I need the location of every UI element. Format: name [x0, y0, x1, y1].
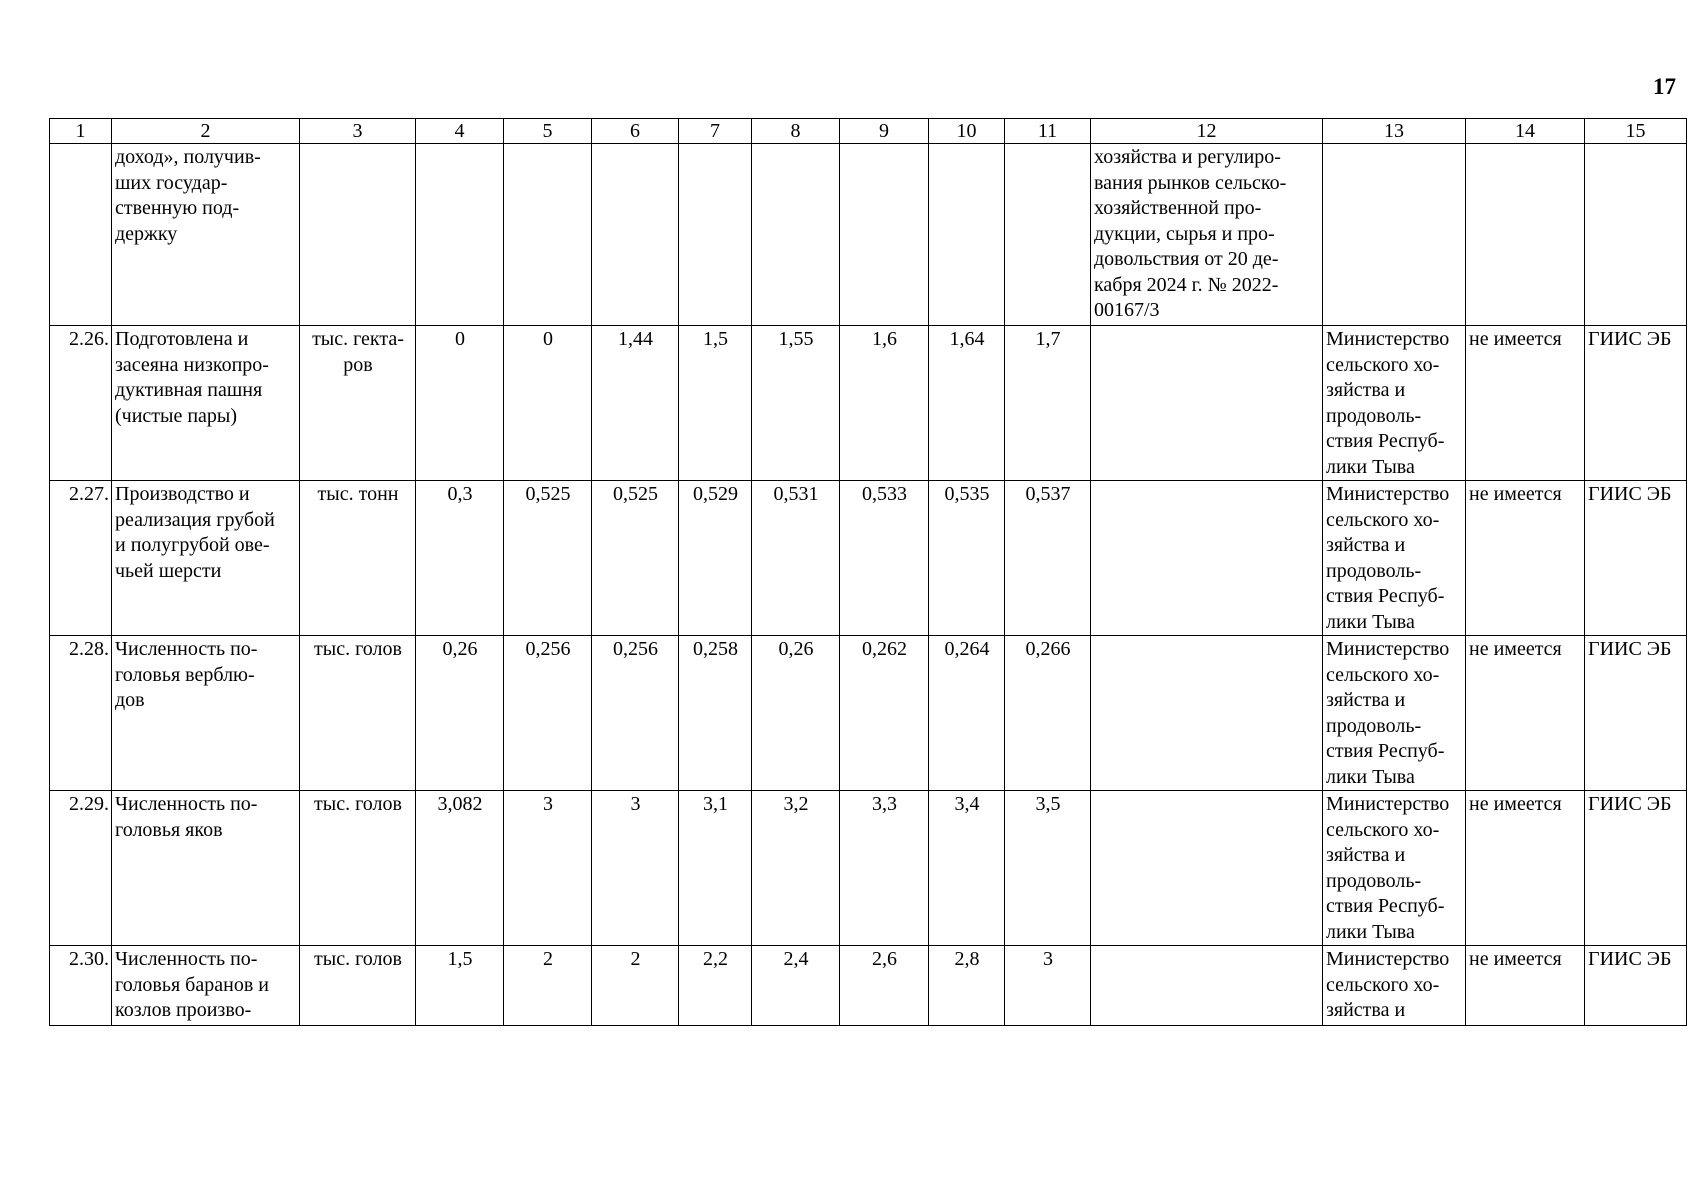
cell-basis [1091, 481, 1323, 636]
cell-value: 1,55 [752, 326, 840, 481]
header-cell-6: 6 [592, 119, 679, 144]
cell-value: 3 [592, 791, 679, 946]
cell-basis [1091, 326, 1323, 481]
cell-value: 0,525 [504, 481, 592, 636]
cell-value: 0,529 [679, 481, 752, 636]
cell-value [752, 144, 840, 326]
cell-value: 0,525 [592, 481, 679, 636]
cell-value: 0,258 [679, 636, 752, 791]
cell-value: 2 [592, 946, 679, 1026]
header-cell-9: 9 [840, 119, 929, 144]
table-row [50, 946, 1687, 1026]
cell-name: Производство и реализация грубой и полугрубой ове- чьей шерсти [112, 481, 300, 636]
cell-value: 1,5 [679, 326, 752, 481]
cell-system: ГИИС ЭБ [1585, 636, 1687, 791]
cell-num: 2.30. [50, 946, 112, 1026]
cell-value: 1,6 [840, 326, 929, 481]
cell-responsible: Министерство сельского хо- зяйства и продоволь- ствия Респуб- лики Тыва [1323, 636, 1466, 791]
cell-value: 1,5 [416, 946, 504, 1026]
cell-relation: не имеется [1466, 326, 1585, 481]
header-row [50, 119, 1687, 144]
cell-name: Численность по- головья верблю- дов [112, 636, 300, 791]
cell-value: 2,2 [679, 946, 752, 1026]
cell-name: Численность по- головья баранов и козлов произво- [112, 946, 300, 1026]
cell-unit: тыс. голов [300, 791, 416, 946]
cell-responsible: Министерство сельского хо- зяйства и продоволь- ствия Респуб- лики Тыва [1323, 481, 1466, 636]
cell-value: 0 [504, 326, 592, 481]
cell-value: 3,4 [929, 791, 1005, 946]
cell-num: 2.28. [50, 636, 112, 791]
header-cell-13: 13 [1323, 119, 1466, 144]
cell-value [592, 144, 679, 326]
table-row [50, 791, 1687, 946]
cell-num: 2.27. [50, 481, 112, 636]
header-cell-12: 12 [1091, 119, 1323, 144]
cell-value [416, 144, 504, 326]
page-number: 17 [1653, 74, 1676, 99]
cell-value: 0,3 [416, 481, 504, 636]
cell-basis [1091, 791, 1323, 946]
header-cell-15: 15 [1585, 119, 1687, 144]
cell-value: 0,264 [929, 636, 1005, 791]
cell-unit: тыс. тонн [300, 481, 416, 636]
cell-value: 0,535 [929, 481, 1005, 636]
cell-value: 1,64 [929, 326, 1005, 481]
cell-value: 0,266 [1005, 636, 1091, 791]
cell-system: ГИИС ЭБ [1585, 791, 1687, 946]
cell-responsible [1323, 144, 1466, 326]
cell-system: ГИИС ЭБ [1585, 946, 1687, 1026]
cell-name: Численность по- головья яков [112, 791, 300, 946]
cell-value [840, 144, 929, 326]
header-cell-5: 5 [504, 119, 592, 144]
cell-value: 2,4 [752, 946, 840, 1026]
cell-relation: не имеется [1466, 791, 1585, 946]
cell-unit: тыс. гекта- ров [300, 326, 416, 481]
table-row [50, 636, 1687, 791]
cell-unit: тыс. голов [300, 636, 416, 791]
cell-value: 0,531 [752, 481, 840, 636]
cell-value: 3 [504, 791, 592, 946]
cell-num: 2.26. [50, 326, 112, 481]
cell-value: 3,082 [416, 791, 504, 946]
cell-relation: не имеется [1466, 481, 1585, 636]
cell-value: 3,1 [679, 791, 752, 946]
header-cell-11: 11 [1005, 119, 1091, 144]
cell-value: 0,533 [840, 481, 929, 636]
cell-name: Подготовлена и засеяна низкопро- дуктивная пашня (чистые пары) [112, 326, 300, 481]
cell-value: 0 [416, 326, 504, 481]
cell-responsible: Министерство сельского хо- зяйства и [1323, 946, 1466, 1026]
cell-system [1585, 144, 1687, 326]
cell-responsible: Министерство сельского хо- зяйства и продоволь- ствия Респуб- лики Тыва [1323, 791, 1466, 946]
cell-responsible: Министерство сельского хо- зяйства и продоволь- ствия Респуб- лики Тыва [1323, 326, 1466, 481]
cell-value [504, 144, 592, 326]
header-cell-10: 10 [929, 119, 1005, 144]
cell-unit [300, 144, 416, 326]
cell-value: 3,3 [840, 791, 929, 946]
cell-relation: не имеется [1466, 636, 1585, 791]
cell-relation: не имеется [1466, 946, 1585, 1026]
header-cell-2: 2 [112, 119, 300, 144]
cell-unit: тыс. голов [300, 946, 416, 1026]
cell-value: 0,256 [592, 636, 679, 791]
cell-system: ГИИС ЭБ [1585, 326, 1687, 481]
cell-relation [1466, 144, 1585, 326]
header-cell-14: 14 [1466, 119, 1585, 144]
cell-value: 2,6 [840, 946, 929, 1026]
cell-num: 2.29. [50, 791, 112, 946]
cell-basis: хозяйства и регулиро- вания рынков сельско- хозяйственной про- дукции, сырья и про- довольствия от 20 де- кабря 2024 г. № 2022- 00167/3 [1091, 144, 1323, 326]
cell-value [679, 144, 752, 326]
cell-basis [1091, 946, 1323, 1026]
cell-name: доход», получив- ших государ- ственную под- держку [112, 144, 300, 326]
cell-value: 0,26 [416, 636, 504, 791]
header-cell-8: 8 [752, 119, 840, 144]
cell-value [1005, 144, 1091, 326]
cell-system: ГИИС ЭБ [1585, 481, 1687, 636]
table-row [50, 481, 1687, 636]
continuation-row [50, 144, 1687, 326]
cell-value: 3 [1005, 946, 1091, 1026]
cell-basis [1091, 636, 1323, 791]
cell-value: 1,44 [592, 326, 679, 481]
indicators-table [49, 118, 1687, 1026]
cell-value: 0,256 [504, 636, 592, 791]
cell-value: 3,5 [1005, 791, 1091, 946]
cell-value [929, 144, 1005, 326]
cell-value: 1,7 [1005, 326, 1091, 481]
header-cell-4: 4 [416, 119, 504, 144]
header-cell-7: 7 [679, 119, 752, 144]
cell-value: 3,2 [752, 791, 840, 946]
cell-num [50, 144, 112, 326]
cell-value: 2,8 [929, 946, 1005, 1026]
cell-value: 2 [504, 946, 592, 1026]
header-cell-1: 1 [50, 119, 112, 144]
cell-value: 0,26 [752, 636, 840, 791]
header-cell-3: 3 [300, 119, 416, 144]
table-row [50, 326, 1687, 481]
cell-value: 0,537 [1005, 481, 1091, 636]
cell-value: 0,262 [840, 636, 929, 791]
